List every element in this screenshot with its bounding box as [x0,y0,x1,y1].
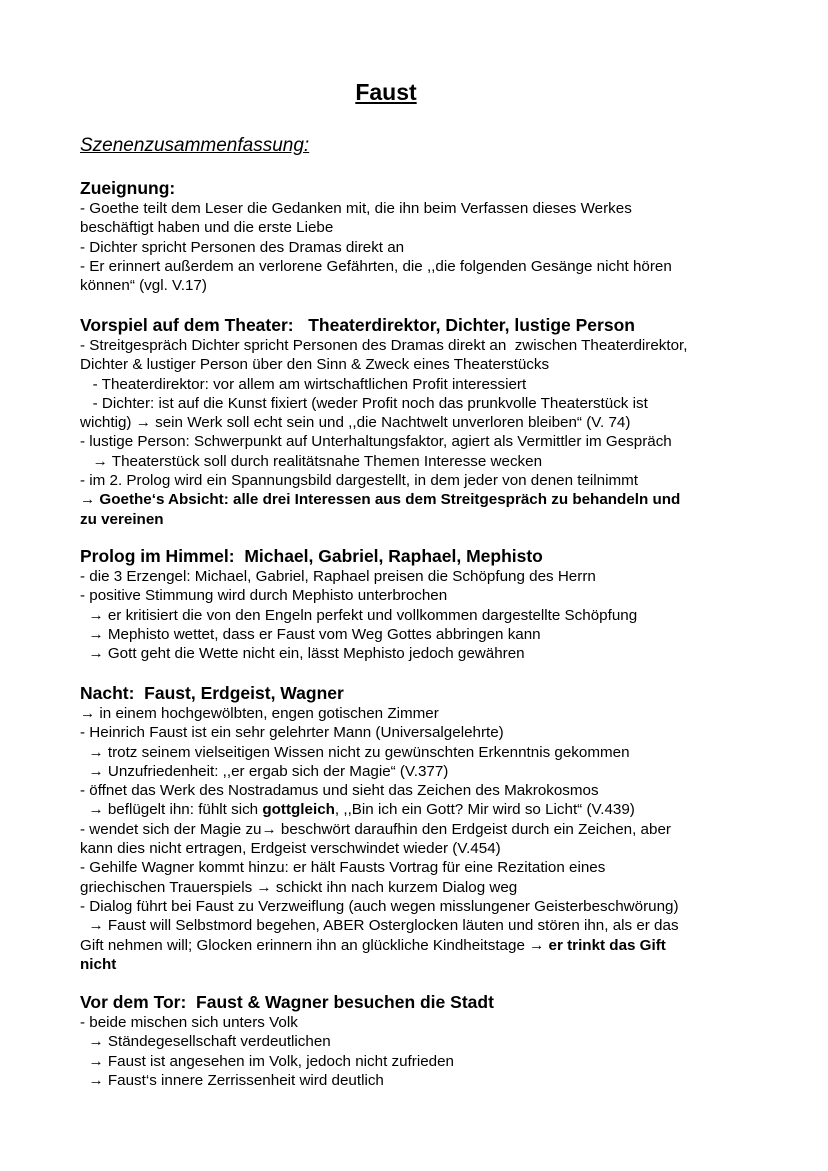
text-line: - lustige Person: Schwerpunkt auf Unterhaltungsfaktor, agiert als Vermittler im Gespräch [80,433,672,451]
text-fragment-bold: gottgleich [262,801,335,819]
text-line-mixed [80,936,760,955]
section-nacht [80,682,760,974]
text-line: → Gott geht die Wette nicht ein, lässt Mephisto jedoch gewähren [80,645,525,663]
text-line: - Heinrich Faust ist ein sehr gelehrter Mann (Universalgelehrte) [80,724,504,742]
text-line: - Er erinnert außerdem an verlorene Gefährten, die ,,die folgenden Gesänge nicht hören [80,257,672,275]
text-line: - wendet sich der Magie zu→ beschwört daraufhin den Erdgeist durch ein Zeichen, aber [80,820,671,838]
text-line-mixed [80,800,760,819]
text-line: - Dialog führt bei Faust zu Verzweiflung (auch wegen misslungener Geisterbeschwörung) [80,897,679,915]
text-line: → Mephisto wettet, dass er Faust vom Weg Gottes abbringen kann [80,625,541,643]
text-line: griechischen Trauerspiels → schickt ihn nach kurzem Dialog weg [80,878,518,896]
text-fragment: → beflügelt ihn: fühlt sich [80,801,263,819]
text-line: → er kritisiert die von den Engeln perfekt und vollkommen dargestellte Schöpfung [80,606,638,624]
page-subtitle: Szenenzusammenfassung: [80,135,310,156]
text-line: - Streitgespräch Dichter spricht Personen des Dramas direkt an zwischen Theaterdirektor, [80,337,688,354]
text-line: - die 3 Erzengel: Michael, Gabriel, Raphael preisen die Schöpfung des Herrn [80,568,596,585]
text-line: Dichter & lustiger Person über den Sinn & Zweck eines Theaterstücks [80,356,550,374]
text-fragment: , ,,Bin ich ein Gott? Mir wird so Licht“ (V.439) [334,801,635,819]
section-heading: Zueignung: [80,178,176,198]
text-line: → in einem hochgewölbten, engen gotischen Zimmer [80,705,439,722]
text-line-bold: zu vereinen [80,510,164,528]
page-title: Faust [355,79,417,105]
section-prolog [80,545,760,663]
section-vorspiel [80,314,760,529]
text-fragment: Gift nehmen will; Glocken erinnern ihn an glückliche Kindheitstage → [80,936,549,954]
section-zueignung [80,177,760,295]
section-vor-dem-tor [80,991,760,1090]
text-line: → trotz seinem vielseitigen Wissen nicht zu gewünschten Erkenntnis gekommen [80,743,630,761]
text-line: - öffnet das Werk des Nostradamus und sieht das Zeichen des Makrokosmos [80,782,599,800]
text-line: wichtig) → sein Werk soll echt sein und ,,die Nachtwelt unverloren bleiben“ (V. 74) [80,414,631,432]
text-line: - Dichter spricht Personen des Dramas direkt an [80,238,405,256]
text-line: kann dies nicht ertragen, Erdgeist verschwindet wieder (V.454) [80,840,501,858]
text-line: → Theaterstück soll durch realitätsnahe Themen Interesse wecken [80,452,543,470]
text-line: - Dichter: ist auf die Kunst fixiert (weder Profit noch das prunkvolle Theaterstück ist [80,394,648,412]
text-line: - Theaterdirektor: vor allem am wirtschaftlichen Profit interessiert [80,375,527,393]
text-fragment-bold: er trinkt das Gift [548,936,666,954]
text-line-bold: nicht [80,955,117,973]
text-line: - im 2. Prolog wird ein Spannungsbild dargestellt, in dem jeder von denen teilnimmt [80,472,639,490]
section-heading: Nacht: Faust, Erdgeist, Wagner [80,683,344,703]
text-line-bold: → Goethe‘s Absicht: alle drei Interessen aus dem Streitgespräch zu behandeln und [80,491,681,509]
section-heading: Vorspiel auf dem Theater: Theaterdirektor, Dichter, lustige Person [80,315,635,335]
text-line: beschäftigt haben und die erste Liebe [80,219,334,237]
text-line: - beide mischen sich unters Volk [80,1014,298,1031]
section-heading: Prolog im Himmel: Michael, Gabriel, Raphael, Mephisto [80,546,543,566]
text-line: → Unzufriedenheit: ,,er ergab sich der Magie“ (V.377) [80,762,449,780]
text-line: → Faust will Selbstmord begehen, ABER Osterglocken läuten und stören ihn, als er das [80,917,679,935]
text-line: können“ (vgl. V.17) [80,277,207,295]
text-line: → Faust‘s innere Zerrissenheit wird deutlich [80,1071,384,1089]
text-line: → Faust ist angesehen im Volk, jedoch nicht zufrieden [80,1052,454,1070]
text-line: - Gehilfe Wagner kommt hinzu: er hält Fausts Vortrag für eine Rezitation eines [80,859,606,877]
section-heading: Vor dem Tor: Faust & Wagner besuchen die Stadt [80,992,494,1012]
text-line: - positive Stimmung wird durch Mephisto unterbrochen [80,587,448,605]
text-line: - Goethe teilt dem Leser die Gedanken mit, die ihn beim Verfassen dieses Werkes [80,200,632,217]
text-line: → Ständegesellschaft verdeutlichen [80,1033,331,1051]
